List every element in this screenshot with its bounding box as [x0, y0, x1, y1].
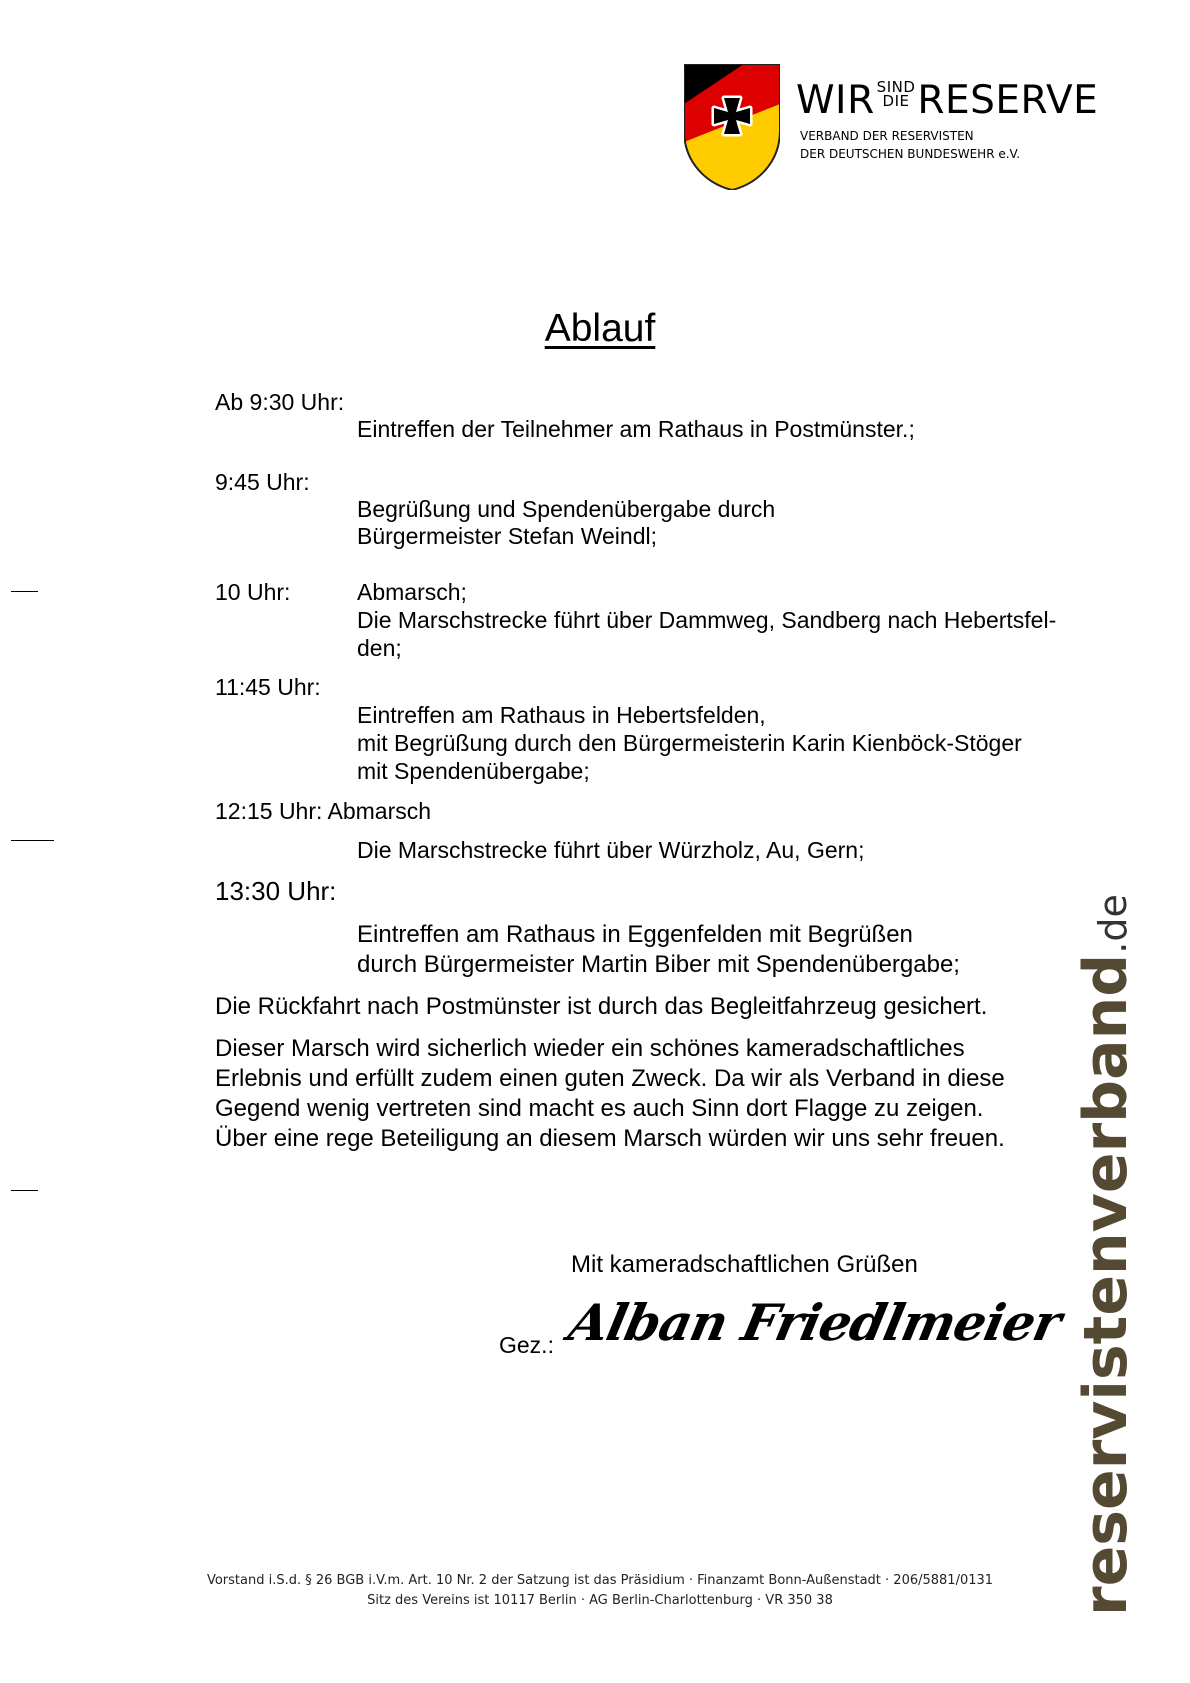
schedule-line: durch Bürgermeister Martin Biber mit Spendenübergabe; — [357, 951, 960, 978]
logo-wir: WIR — [796, 78, 875, 123]
punch-mark — [11, 840, 54, 841]
schedule-line: Begrüßung und Spendenübergabe durch — [357, 496, 776, 522]
schedule-line: Eintreffen am Rathaus in Hebertsfelden, — [357, 702, 766, 728]
logo-reserve: RESERVE — [917, 78, 1099, 123]
return-note: Die Rückfahrt nach Postmünster ist durch das Begleitfahrzeug gesichert. — [215, 993, 988, 1020]
schedule-time: 9:45 Uhr: — [215, 469, 310, 495]
schedule-time: 12:15 Uhr: Abmarsch — [215, 798, 432, 824]
schedule-time: Ab 9:30 Uhr: — [215, 389, 345, 415]
watermark-main: reservistenverband — [1071, 953, 1141, 1616]
schedule-line: Eintreffen der Teilnehmer am Rathaus in Postmünster.; — [357, 416, 915, 442]
schedule-line: Bürgermeister Stefan Weindl; — [357, 523, 657, 549]
greeting: Mit kameradschaftlichen Grüßen — [571, 1251, 918, 1278]
schedule-line: Eintreffen am Rathaus in Eggenfelden mit Begrüßen — [357, 921, 913, 948]
closing-paragraph-line: Erlebnis und erfüllt zudem einen guten Zweck. Da wir als Verband in diese — [215, 1065, 1005, 1092]
closing-paragraph-line: Dieser Marsch wird sicherlich wieder ein schönes kameradschaftliches — [215, 1035, 965, 1062]
page-title: Ablauf — [544, 307, 656, 350]
fold-mark — [11, 591, 38, 592]
schedule-line: mit Spendenübergabe; — [357, 758, 590, 784]
signature: Alban Friedlmeier — [563, 1293, 1066, 1352]
schedule-time: 13:30 Uhr: — [215, 876, 337, 906]
logo-wordmark — [796, 78, 1099, 123]
signature-prefix: Gez.: — [499, 1332, 554, 1358]
schedule-line: Die Marschstrecke führt über Würzholz, Au, Gern; — [357, 837, 865, 863]
association-shield-logo — [684, 64, 780, 190]
watermark-tld: .de — [1091, 894, 1135, 954]
logo-subtitle: VERBAND DER RESERVISTEN DER DEUTSCHEN BUNDESWEHR e.V. — [800, 129, 1021, 161]
schedule-line: Die Marschstrecke führt über Dammweg, Sandberg nach Hebertsfel- — [357, 607, 1057, 633]
schedule-line: Abmarsch; — [357, 579, 467, 605]
schedule-line: den; — [357, 635, 402, 661]
schedule-line: mit Begrüßung durch den Bürgermeisterin Karin Kienböck-Stöger — [357, 730, 1022, 756]
watermark-website — [1070, 894, 1149, 1616]
schedule-time: 10 Uhr: — [215, 579, 291, 605]
schedule-time: 11:45 Uhr: — [215, 674, 321, 700]
footer-line: Vorstand i.S.d. § 26 BGB i.V.m. Art. 10 Nr. 2 der Satzung ist das Präsidium · Finanzamt Bonn-Außenstadt · 206/5881/0131 — [206, 1573, 994, 1588]
fold-mark — [11, 1190, 38, 1191]
closing-paragraph-line: Über eine rege Beteiligung an diesem Marsch würden wir uns sehr freuen. — [215, 1125, 1005, 1152]
footer-line: Sitz des Vereins ist 10117 Berlin · AG Berlin-Charlottenburg · VR 350 38 — [367, 1593, 833, 1608]
closing-paragraph-line: Gegend wenig vertreten sind macht es auch Sinn dort Flagge zu zeigen. — [215, 1095, 984, 1122]
logo-sind-die: SIND DIE — [876, 78, 916, 110]
